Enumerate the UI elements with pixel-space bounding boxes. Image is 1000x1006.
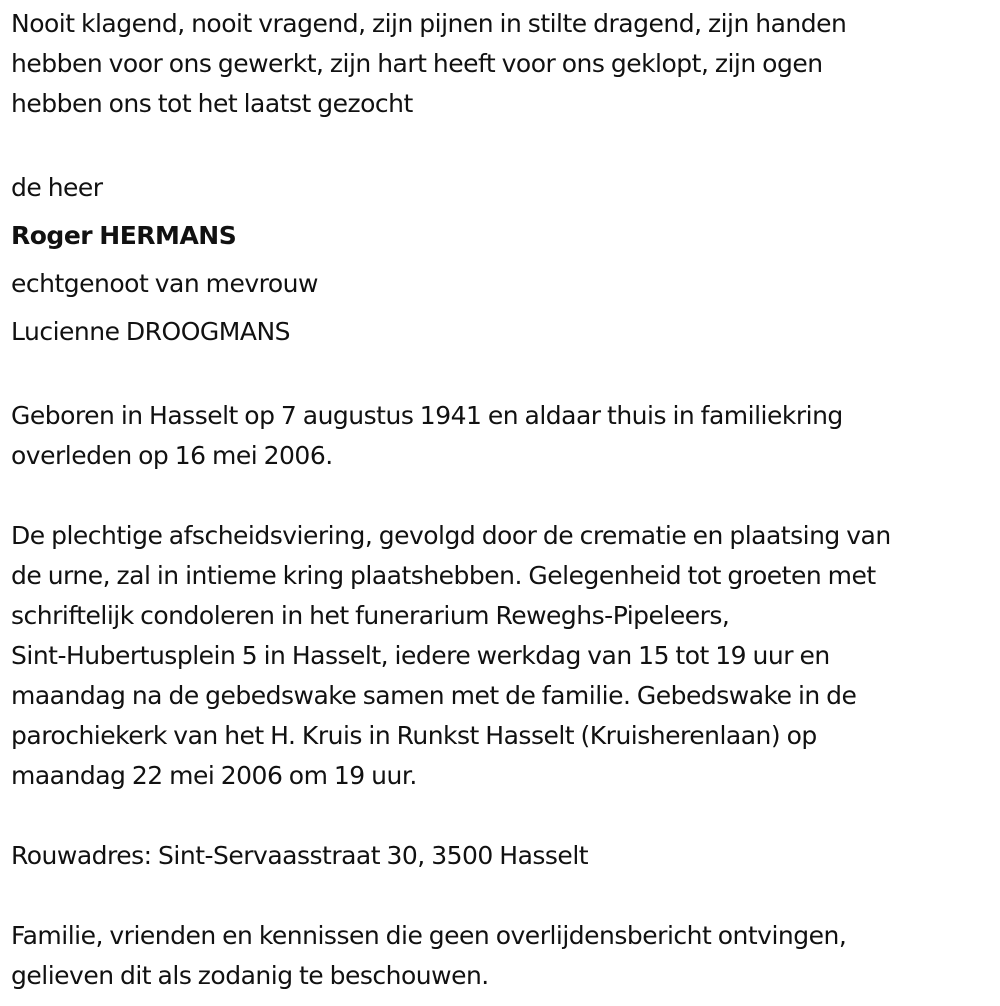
paragraph-line: gelieven dit als zodanig te beschouwen. [11,961,489,990]
mourning-address: Rouwadres: Sint-Servaasstraat 30, 3500 Hasselt [11,841,589,870]
death-notice [11,4,996,996]
paragraph-line: maandag 22 mei 2006 om 19 uur. [11,761,417,790]
spacer [11,796,996,836]
paragraph-line: parochiekerk van het H. Kruis in Runkst Hasselt (Kruisherenlaan) op [11,721,817,750]
birth-death-paragraph [11,396,996,476]
spacer [11,476,996,516]
paragraph-line: De plechtige afscheidsviering, gevolgd door de crematie en plaatsing van [11,521,891,550]
paragraph-line: schriftelijk condoleren in het funerarium Reweghs-Pipeleers, [11,601,730,630]
poem-line: hebben ons tot het laatst gezocht [11,89,413,118]
poem-line: Nooit klagend, nooit vragend, zijn pijnen in stilte dragend, zijn handen [11,9,847,38]
spouse-name: Lucienne DROOGMANS [11,317,291,346]
poem-line: hebben voor ons gewerkt, zijn hart heeft voor ons geklopt, zijn ogen [11,49,823,78]
paragraph-line: de urne, zal in intieme kring plaatshebben. Gelegenheid tot groeten met [11,561,876,590]
spouse-label: echtgenoot van mevrouw [11,269,318,298]
title-prefix: de heer [11,173,103,202]
ceremony-paragraph [11,516,996,796]
paragraph-line: maandag na de gebedswake samen met de familie. Gebedswake in de [11,681,857,710]
closing-paragraph [11,916,996,996]
paragraph-line: Geboren in Hasselt op 7 augustus 1941 en aldaar thuis in familiekring [11,401,843,430]
spacer [11,356,996,396]
paragraph-line: Familie, vrienden en kennissen die geen overlijdensbericht ontvingen, [11,921,847,950]
paragraph-line: Sint-Hubertusplein 5 in Hasselt, iedere werkdag van 15 tot 19 uur en [11,641,830,670]
deceased-block [11,164,996,356]
paragraph-line: overleden op 16 mei 2006. [11,441,333,470]
spacer [11,876,996,916]
deceased-name: Roger HERMANS [11,221,237,250]
poem [11,4,996,124]
spacer [11,124,996,164]
